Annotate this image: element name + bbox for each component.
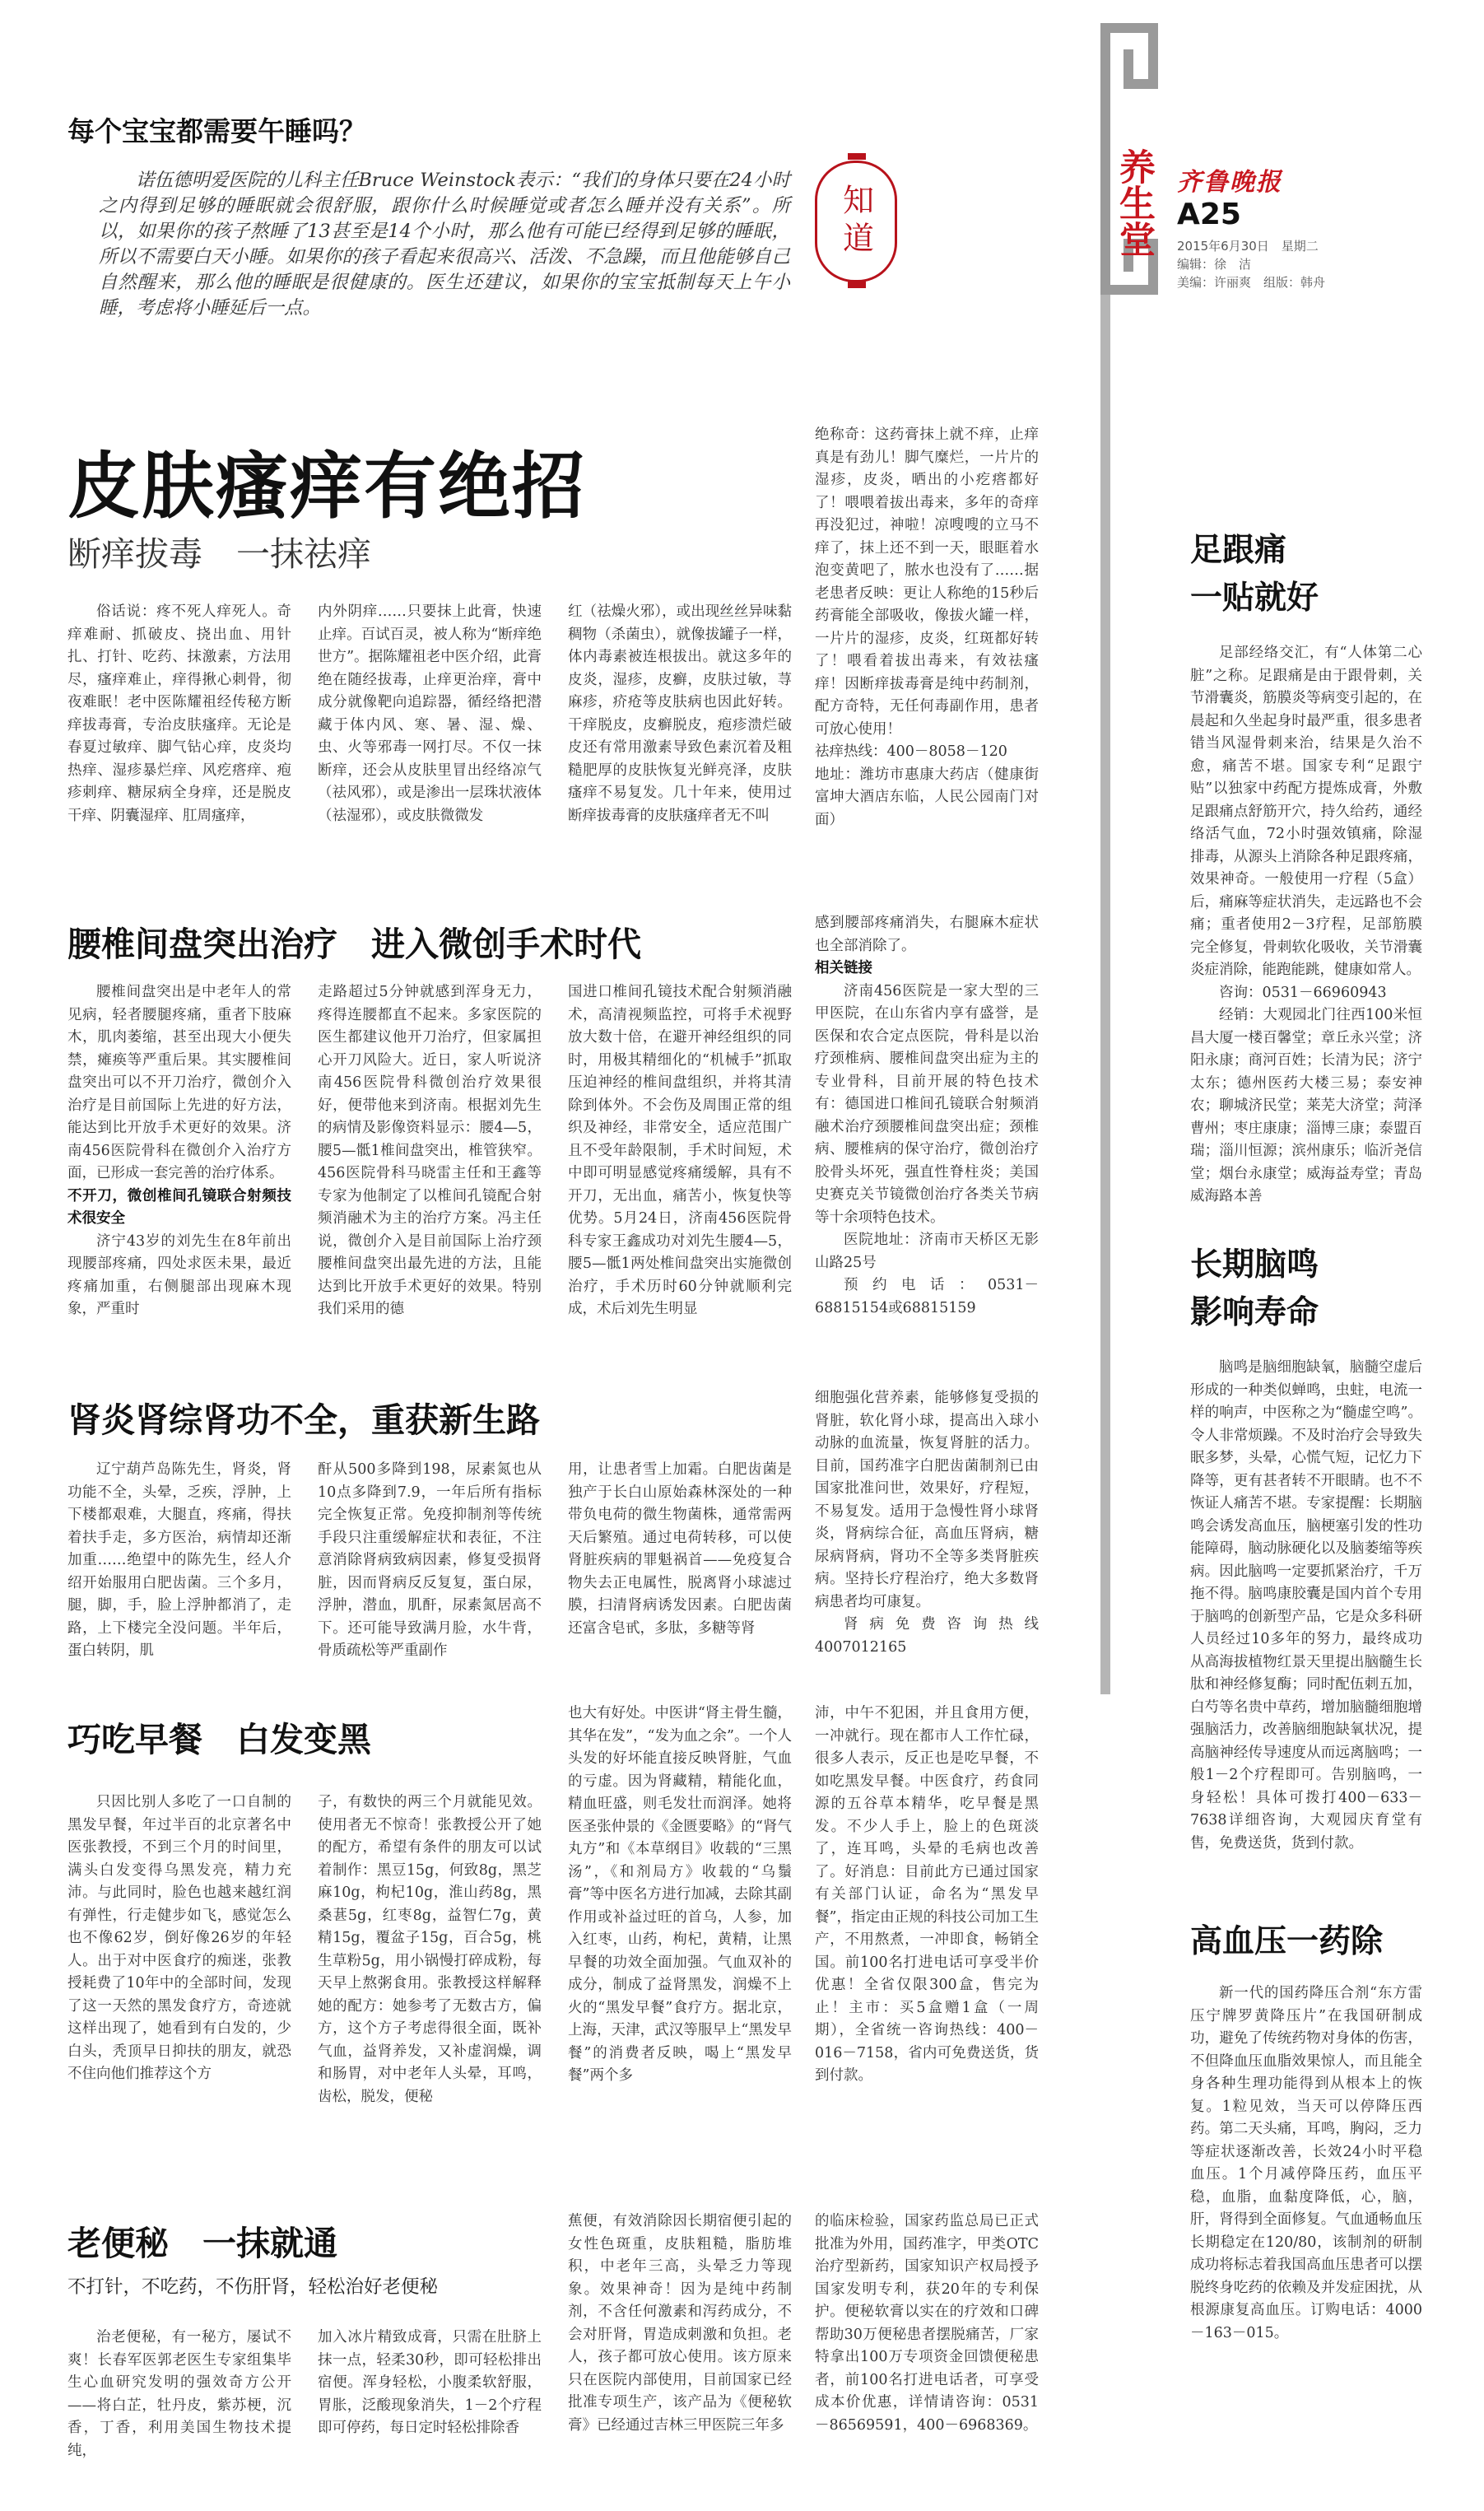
hair-col-3 [568,1703,792,2195]
heel-title-line2: 一贴就好 [1190,580,1319,617]
skin-col-3 [568,601,792,914]
nap-body: 诺伍德明爱医院的儿科主任Bruce Weinstock表示：“我们的身体只要在24小时之内得到足够的睡眠就会很舒服，跟你什么时候睡觉或者怎么睡并没有关系”。所以，如果你的孩子熬睡了13甚至是14个小时，那么他有可能已经得到足够的睡眠，所以不需要白天小睡。如果你的孩子看起来很高兴、活泼、不急躁，而且他能够自己自然醒来，那么他的睡眠是很健康的。医生还建议，如果你的宝宝抵制每天上午小睡，考虑将小睡延后一点。 [99,170,790,319]
kidney-col-3-text: 用，让患者雪上加霜。白肥齿菌是独产于长白山原始森林深处的一种带负电荷的微生物菌株，通常需两天后繁殖。通过电荷转移，可以使肾脏疾病的罪魁祸首——免疫复合物失去正电属性，脱离肾小球滤过膜，扫清肾病诱发因素。白肥齿菌还富含皂甙，多肽，多糖等肾 [568,1461,792,1637]
heel-body-text: 足部经络交汇，有“人体第二心脏”之称。足跟痛是由于跟骨刺，关节滑囊炎，筋膜炎等病变引起的，在晨起和久坐起身时最严重，很多患者错当风湿骨刺来治，结果是久治不愈，痛苦不堪。国家专利“足跟宁贴”以独家中药配方提炼成膏，外敷足跟痛点舒筋开穴，持久给药，通经络活气血，72小时强效镇痛，除湿排毒，从源头上消除各种足跟疼痛，效果神奇。一般使用一疗程（5盒）后，痛麻等症状消失，走远路也不会痛；重者使用2－3疗程，足部筋膜完全修复，骨刺软化吸收，关节滑囊炎症消除，能跑能跳，健康如常人。 [1190,645,1422,978]
editor-credit: 编辑：徐 洁 [1177,257,1252,272]
spine-subhead: 不开刀，微创椎间孔镜联合射频技术很安全 [67,1187,291,1227]
kidney-col-4 [815,1387,1039,1698]
spine-col-1-more: 济宁43岁的刘先生在8年前出现腰部疼痛，四处求医未果，最近疼痛加重，右侧腿部出现麻木现象，严重时 [67,1232,291,1317]
hair-col-1 [67,1791,291,2195]
constipation-col-1 [67,2327,291,2491]
heel-title [1190,527,1319,622]
spine-col-4-text: 感到腰部疼痛消失，右腿麻木症状也全部消除了。 [815,915,1039,954]
tinnitus-title-line2: 影响寿命 [1190,1294,1319,1331]
constipation-col-1-text: 治老便秘，有一秘方，屡试不爽！长春军医郭老医生专家组集毕生心血研究发明的强效奇方公开——将白芷，牡丹皮，紫苏梗，沉香，丁香，利用美国生物技术提纯， [67,2329,291,2459]
skin-address: 地址：潍坊市惠康大药店（健康街富坤大酒店东临，人民公园南门对面） [815,766,1039,828]
kidney-col-4-text: 细胞强化营养素，能够修复受损的肾脏，软化肾小球，提高出入球小动脉的血流量，恢复肾脏的活力。目前，国药准字白肥齿菌制剂已由国家批准问世，效果好，疗程短，不易复发。适用于急慢性肾小球肾炎，肾病综合征，高血压肾病，糖尿病肾病，肾功不全等多类肾脏疾病。坚持长疗程治疗，绝大多数肾病患者均可康复。 [815,1390,1039,1610]
hair-col-4-text: 沛，中午不犯困，并且食用方便，一冲就行。现在都市人工作忙碌，很多人表示，反正也是吃早餐，不如吃黑发早餐。中医食疗，药食同源的五谷草本精华，吃早餐是黑发。不少人手上，脸上的色斑淡了，连耳鸣，头晕的毛病也改善了。好消息：目前此方已通过国家有关部门认证，命名为“黑发早餐”，指定由正规的科技公司加工生产，不用熬煮，一冲即食，畅销全国。前100名打进电话可享受半价优惠！全省仅限300盒，售完为止！主市：买5盒赠1盒（一周期），全省统一咨询热线：400－016－7158，省内可免费送货，货到付款。 [815,1705,1039,2084]
tinnitus-body [1190,1357,1422,1904]
constipation-col-4 [815,2211,1039,2491]
spine-col-1-text: 腰椎间盘突出是中老年人的常见病，轻者腰腿疼痛，重者下肢麻木，肌肉萎缩，甚至出现大小便失禁，瘫痪等严重后果。其实腰椎间盘突出可以不开刀治疗，微创介入治疗是目前国际上先进的好方法，能达到比开放手术更好的效果。济南456医院骨科在微创介入治疗方面，已形成一套完善的治疗体系。 [67,984,291,1181]
spine-phone: 预约电话：0531－68815154或68815159 [815,1277,1039,1316]
bp-title: 高血压一药除 [1190,1923,1384,1960]
kidney-hotline: 肾病免费咨询热线4007012165 [815,1616,1039,1656]
skin-col-3-text: 红（祛燥火邪），或出现丝丝异味黏稠物（杀菌虫），就像拔罐子一样，体内毒素被连根拔出。就这多年的皮炎，湿疹，皮癣，皮肤过敏，荨麻疹，疥疮等皮肤病也因此好转。干痒脱皮，皮癣脱皮，疱疹溃烂破皮还有常用激素导致色素沉着及粗糙肥厚的皮肤恢复光鲜亮泽，皮肤瘙痒不易复发。几十年来，使用过断痒拔毒膏的皮肤瘙痒者无不叫 [568,603,792,824]
hair-col-4 [815,1703,1039,2195]
kidney-col-2 [318,1459,542,1698]
spine-address: 医院地址：济南市天桥区无影山路25号 [815,1232,1039,1271]
issue-date: 2015年6月30日 星期二 [1177,239,1319,254]
skin-col-2 [318,601,542,914]
heel-phone: 咨询：0531－66960943 [1219,984,1387,1001]
bp-body [1190,1982,1422,2341]
spine-col-4 [815,912,1039,1377]
constipation-col-2 [318,2327,542,2491]
skin-col-1 [67,601,291,914]
hair-col-2-text: 子，有数快的两三个月就能见效。使用者无不惊奇！张教授公开了她的配方，希望有条件的朋友可以试着制作：黑豆15g，何致8g，黑芝麻10g，枸杞10g，淮山药8g，黑桑葚5g，红枣8g，益智仁7g，黄精15g，覆盆子15g，百合5g，桃生草粉5g，用小锅慢打碎成粉，每天早上熬粥食用。张教授这样解释她的配方：她参考了无数古方，偏方，这个方子考虑得很全面，既补气血，益肾养发，又补虚润燥，调和肠胃，对中老年人头晕，耳鸣，齿松，脱发，便秘 [318,1794,542,2105]
constipation-col-2-text: 加入冰片精致成膏，只需在肚脐上抹一点，轻柔30秒，即可轻松排出宿便。浑身轻松，小腹柔软舒服，胃胀，泛酸现象消失，1－2个疗程即可停药，每日定时轻松排除香 [318,2329,542,2436]
constipation-subtitle: 不打针，不吃药，不伤肝肾，轻松治好老便秘 [67,2276,439,2298]
skin-col-2-text: 内外阴痒……只要抹上此膏，快速止痒。百试百灵，被人称为“断痒绝世方”。据陈耀祖老中医介绍，此膏绝在随经拔毒，止痒更治痒，膏中成分就像靶向追踪器，循经络把潜藏于体内风、寒、暑、湿、燥、虫、火等邪毒一网打尽。不仅一抹断痒，还会从皮肤里冒出经络凉气（祛风邪），或是渗出一层珠状液体（祛湿邪），或皮肤微微发 [318,603,542,824]
kidney-title: 肾炎肾综肾功不全，重获新生路 [67,1400,540,1440]
kidney-col-2-text: 酐从500多降到198，尿素氮也从10点多降到7.9，一年后所有指标完全恢复正常。免疫抑制剂等传统手段只注重缓解症状和表征，不注意消除肾病致病因素，修复受损肾脏，因而肾病反反复复，蛋白尿，浮肿，潜血，肌酐，尿素氮居高不下。还可能导致满月脸，水牛背，骨质疏松等严重副作 [318,1461,542,1659]
nap-title: 每个宝宝都需要午睡吗？ [67,115,366,147]
spine-col-2 [318,981,542,1377]
spine-col-2-text: 走路超过5分钟就感到浑身无力，疼得连腰都直不起来。多家医院的医生都建议他开刀治疗，但家属担心开刀风险大。近日，家人听说济南456医院骨科微创治疗效果很好，便带他来到济南。根据刘先生的病情及影像资料显示：腰4—5，腰5—骶1椎间盘突出，椎管狭窄。456医院骨科马晓雷主任和王鑫等专家为他制定了以椎间孔镜配合射频消融术为主的治疗方案。冯主任说，微创介入是目前国际上治疗颈腰椎间盘突出最先进的方法，且能达到比开放手术更好的效果。特别我们采用的德 [318,984,542,1317]
spine-col-3-text: 国进口椎间孔镜技术配合射频消融术，高清视频监控，可将手术视野放大数十倍，在避开神经组织的同时，用极其精细化的“机械手”抓取压迫神经的椎间盘组织，并将其清除到体外。不会伤及周围正常的组织及神经，非常安全，适应范围广且不受年龄限制，手术时间短，术中即可明显感觉疼痛缓解，具有不开刀，无出血，痛苦小，恢复快等优势。5月24日，济南456医院骨科专家王鑫成功对刘先生腰4—5，腰5—骶1两处椎间盘突出实施微创治疗，手术历时60分钟就顺利完成，术后刘先生明显 [568,984,792,1317]
zhidao-bracket-top [848,153,866,160]
hair-title: 巧吃早餐 白发变黑 [67,1720,371,1759]
skin-subtitle: 断痒拔毒 一抹祛痒 [67,534,371,574]
heel-title-line1: 足跟痛 [1190,532,1287,569]
tinnitus-title [1190,1242,1319,1337]
hair-col-1-text: 只因比别人多吃了一口自制的黑发早餐，年过半百的北京著名中医张教授，不到三个月的时间里，满头白发变得乌黑发亮，精力充沛。与此同时，脸色也越来越红润有弹性，行走健步如飞，感觉怎么也不像62岁，倒好像26岁的年轻人。出于对中医食疗的痴迷，张教授耗费了10年中的全部时间，发现了这一天然的黑发食疗方，奇迹就这样出现了，她看到有白发的，少白头，秃顶早日抑扶的朋友，就恐不住向他们推荐这个方 [67,1794,291,2082]
zhidao-label: 知道 [837,184,874,259]
constipation-col-4-text: 的临床检验，国家药监总局已正式批准为外用，国药准字，甲类OTC治疗型新药，国家知识产权局授予国家发明专利，获20年的专利保护。便秘软膏以实在的疗效和口碑帮助30万便秘患者摆脱痛苦，厂家特拿出100万专项资金回馈便秘患者，前100名打进电话者，可享受成本价优惠，详情请咨询：0531－86569591，400－6968369。 [815,2213,1039,2434]
kidney-col-1-text: 辽宁葫芦岛陈先生，肾炎，肾功能不全，头晕，乏疾，浮肿，上下楼都艰难，大腿直，疼痛，得扶着扶手走，多方医治，病情却还渐加重……绝望中的陈先生，经人介绍开始服用白肥齿菌。三个多月，腿，脚，手，脸上浮肿都消了，走路，上下楼完全没问题。半年后，蛋白转阴，肌 [67,1461,291,1659]
constipation-col-3 [568,2211,792,2491]
spine-title: 腰椎间盘突出治疗 进入微创手术时代 [67,925,641,964]
kidney-col-3 [568,1459,792,1698]
skin-col-4 [815,424,1039,914]
tinnitus-body-text: 脑鸣是脑细胞缺氧，脑髓空虚后形成的一种类似蝉鸣，虫蛀，电流一样的响声，中医称之为“髓虚空鸣”。令人非常烦躁。不及时治疗会导致失眠多梦，头晕，心慌气短，记忆力下降等，更有甚者转不开眼睛。也不不恢证人痛苦不堪。专家提醒：长期脑鸣会诱发高血压，脑梗塞引发的性功能障碍，脑动脉硬化以及脑萎缩等疾病。因此脑鸣一定要抓紧治疗，千万拖不得。脑鸣康胶囊是国内首个专用于脑鸣的创新型产品，它是众多科研人员经过10多年的努力，最终成功从高海拔植物红景天里提出脑髓生长肽和神经修复酶；同时配伍刺五加，白芍等名贵中草药，增加脑髓细胞增强脑活力，改善脑细胞缺氧状况，提高脑神经传导速度从而远离脑鸣；一般1－2个疗程即可。告别脑鸣，一身轻松！具体可拨打400－633－7638详细咨询，大观园庆育堂有售，免费送货，货到付款。 [1190,1359,1422,1852]
spine-hospital-info: 济南456医院是一家大型的三甲医院，在山东省内享有盛誉，是医保和农合定点医院，骨科是以治疗颈椎病、腰椎间盘突出症为主的专业骨科，目前开展的特色技术有：德国进口椎间孔镜联合射频消融术治疗颈腰椎间盘突出症；颈椎病、腰椎病的保守治疗，微创治疗胶骨头坏死，强直性脊柱炎；美国史赛克关节镜微创治疗各类关节病等十余项特色技术。 [815,982,1039,1226]
hair-col-2 [318,1791,542,2195]
kidney-col-1 [67,1459,291,1698]
constipation-title: 老便秘 一抹就通 [67,2224,337,2263]
spine-link-label: 相关链接 [815,960,872,976]
designer-credit: 美编：许丽爽 组版：韩舟 [1177,275,1326,290]
tinnitus-title-line1: 长期脑鸣 [1190,1246,1319,1283]
skin-col-1-text: 俗话说：疼不死人痒死人。奇痒难耐、抓破皮、挠出血、用针扎、打针、吃药、抹激素，方法用尽，瘙痒难止，痒得揪心刺骨，彻夜难眠！老中医陈耀祖经传秘方断痒拔毒膏，专治皮肤瘙痒。无论是春夏过敏痒、脚气钻心痒，皮炎均热痒、湿疹暴烂痒、风疙瘩痒、疱疹刺痒、糖尿病全身痒，还是脱皮干痒、阴囊湿痒、肛周瘙痒， [67,603,291,824]
heel-body [1190,642,1422,1210]
skin-title: 皮肤瘙痒有绝招 [67,444,587,529]
hair-col-3-text: 也大有好处。中医讲“肾主骨生髓，其华在发”，“发为血之余”。一个人头发的好坏能直接反映肾脏，气血的亏虚。因为肾藏精，精能化血，精血旺盛，则毛发壮而润泽。她将医圣张仲景的《金匮要略》的“肾气丸方”和《本草纲目》收载的“三黑汤”，《和剂局方》收载的“乌鬚膏”等中医名方进行加减，去除其副作用或补益过旺的首乌，人参，加入红枣，山药，枸杞，黄精，让黑早餐的功效全面加强。气血双补的成分，制成了益肾黑发，润燥不上火的“黑发早餐”食疗方。据北京，上海，天津，武汉等服早上“黑发早餐”的消费者反映，喝上“黑发早餐”两个多 [568,1705,792,2084]
brand-logo: 齐鲁晚报 [1177,168,1282,197]
bp-body-text: 新一代的国药降压合剂“东方雷压宁牌罗黄降压片”在我国研制成功，避免了传统药物对身体的伤害，不但降血压血脂效果惊人，而且能全身各种生理功能得到从根本上的恢复。1粒见效，当天可以停降压西药。第二天头痛，耳鸣，胸闷，乏力等症状逐渐改善，长效24小时平稳血压。1个月减停降压药，血压平稳，血脂，血黏度降低，心，脑，肝，肾得到全面修复。气血通畅血压长期稳定在120/80，该制剂的研制成功将标志着我国高血压患者可以摆脱终身吃药的依赖及并发症困扰，从根源康复高血压。订购电话：4000－163－015。 [1190,1985,1422,2341]
page-number: A25 [1177,198,1241,231]
zhidao-badge [815,161,897,282]
spine-col-1 [67,981,291,1377]
zhidao-bracket-bottom [848,282,866,288]
constipation-col-3-text: 蕉便，有效消除因长期宿便引起的女性色斑重，皮肤粗糙，脂肪堆积，中老年三高，头晕乏力等现象。效果神奇！因为是纯中药制剂，不含任何激素和泻药成分，不会对肝肾，胃造成刺激和负担。老人，孩子都可放心使用。该方原来只在医院内部使用，目前国家已经批准专项生产，该产品为《便秘软膏》已经通过吉林三甲医院三年多 [568,2213,792,2434]
skin-col-4-text: 绝称奇：这药膏抹上就不痒，止痒真是有劲儿！脚气糜烂，一片片的湿疹，皮炎，晒出的小疙瘩都好了！喂喂着拔出毒来，多年的奇痒再没犯过，神啦！凉嗖嗖的立马不痒了，抹上还不到一天，眼眶着水泡变黄吧了，脓水也没有了……据老患者反映：更让人称绝的15秒后药膏能全部吸收，像拔火罐一样，一片片的湿疹，皮炎，红斑都好转了！喂看着拔出毒来，有效祛瘙痒！因断痒拔毒膏是纯中药制剂，配方奇特，无任何毒副作用，患者可放心使用！ [815,426,1039,738]
section-title: 养生堂 [1113,148,1155,257]
skin-phone: 祛痒热线：400－8058－120 [815,743,1007,760]
heel-shops: 经销：大观园北门往西100米恒昌大厦一楼百馨堂；章丘永兴堂；济阳永康；商河百姓；长清为民；济宁太东；德州医药大楼三易；泰安神农；聊城济民堂；莱芜大济堂；菏泽曹州；枣庄康康；淄博三康；泰盟百瑞；淄川恒源；滨州康乐；临沂尧信堂；烟台永康堂；威海益寿堂；青岛威海路本善 [1190,1007,1422,1204]
spine-col-3 [568,981,792,1377]
